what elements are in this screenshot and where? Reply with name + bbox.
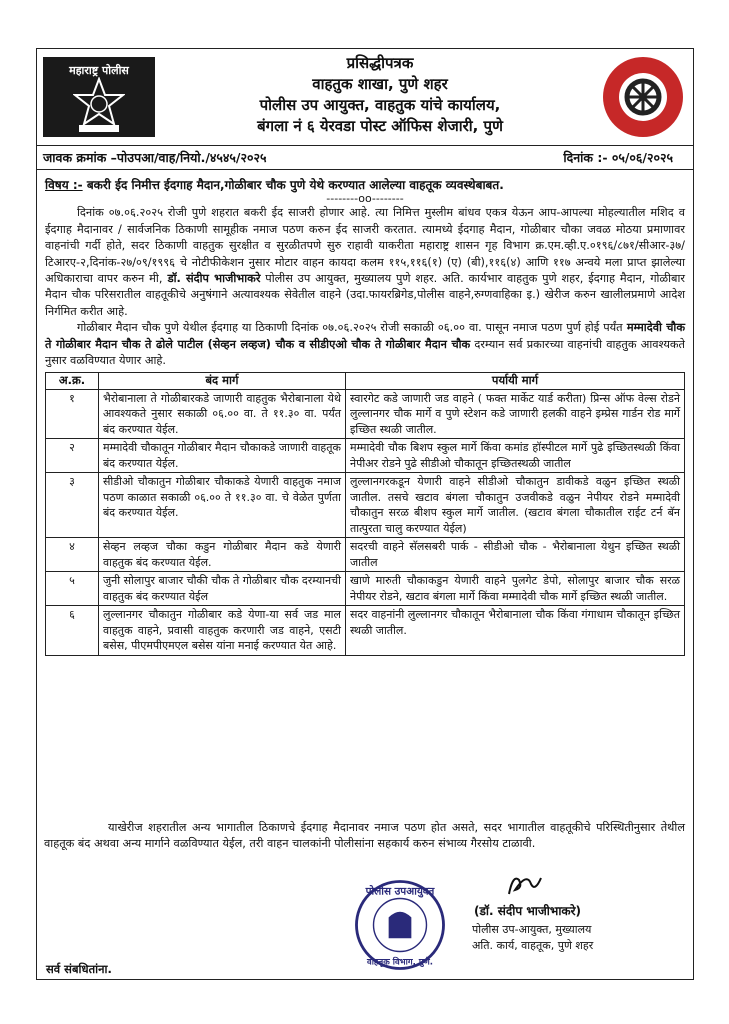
maharashtra-police-logo [43, 57, 155, 137]
document-body [45, 171, 685, 656]
table-row [46, 572, 685, 606]
letterhead [37, 49, 693, 146]
row-alternate: खाणे मारुती चौकाकडुन येणारी वाहने पुलगेट डेपो, सोलापुर बाजार चौक सरळ नेपीयर रोडने, खटाव बंगला मार्गे किंवा मम्मादेवी चौक मार्गे इच्छित स्थळी जातील. [346, 572, 685, 606]
row-alternate: लुल्लानगरकडून येणारी वाहने सीडीओ चौकातुन डावीकडे वळुन इच्छित स्थळी जातील. तसचे खटाव बंगला चौकातुन उजवीकडे वळुन नेपीयर रोडने मम्मादेवी चौकातुन सरळ बीशप स्कुल मार्गे जातील. (खटाव बंगला चौकातील राईट टर्न बॅन तात्पुरता चालु करण्यात येईल) [346, 473, 685, 538]
row-serial: ३ [46, 473, 99, 538]
table-row [46, 606, 685, 656]
pune-traffic-police-logo [601, 55, 685, 139]
row-closed: मम्मादेवी चौकातून गोळीबार मैदान चौकाकडे जाणारी वाहतूक बंद करण्यात येईल. [99, 439, 346, 473]
row-serial: ६ [46, 606, 99, 656]
stamp-bottom-text: वाहतूक विभाग, पुणे. [366, 957, 434, 968]
row-alternate: मम्मादेवी चौक बिशप स्कुल मार्गे किंवा कमांड हॉस्पीटल मार्गे पुढे इच्छितस्थळी किंवा नेपीअर रोडने पुढे सीडीओ चौकातून इच्छितस्थळी जातील [346, 439, 685, 473]
stamp-top-text: पोलीस उपआयुक्त [365, 885, 435, 898]
col-closed-route: बंद मार्ग [99, 373, 346, 390]
signature-mark [505, 870, 545, 898]
table-header-row [46, 373, 685, 390]
row-closed: जुनी सोलापुर बाजार चौकी चौक ते गोळीबार चौक दरम्यानची वाहतुक बंद करण्यात येईल [99, 572, 346, 606]
table-row [46, 439, 685, 473]
subject-line [45, 177, 685, 193]
route-table [45, 372, 685, 656]
subject-text: बकरी ईद निमीत्त ईदगाह मैदान,गोळीबार चौक पुणे येथे करण्यात आलेल्या वाहतूक व्यवस्थेबाबत. [82, 178, 504, 192]
closing-paragraph: याखेरीज शहरातील अन्य भागातील ठिकाणचे ईदगाह मैदानावर नमाज पठण होत असते, सदर भागातील वाहतूकीचे परिस्थितीनुसार तेथील वाहतूक बंद अथवा अन्य मार्गाने वळविण्यात येईल, तरी वाहन चालकांनी पोलीसांना सहकार्य करुन संभाव्य गैरसोय टाळावी. [44, 821, 685, 851]
document-date: दिनांक :- ०५/०६/२०२५ [563, 150, 673, 165]
header-line-2: वाहतुक शाखा, पुणे शहर [312, 75, 448, 93]
row-closed: भैरोबानाला ते गोळीबारकडे जाणारी वाहतुक भैरोबानाला येथे आवश्यकते नुसार सकाळी ०६.०० वा. ते ११.३० वा. पर्यंत बंद करण्यात येईल. [99, 389, 346, 439]
col-alternate-route: पर्यायी मार्ग [346, 373, 685, 390]
subject-label: विषय :- [45, 178, 83, 192]
row-serial: १ [46, 389, 99, 439]
header-line-4: बंगला नं ६ येरवडा पोस्ट ऑफिस शेजारी, पुणे [257, 117, 503, 135]
separator: --------oo-------- [326, 192, 404, 206]
table-row [46, 389, 685, 439]
paragraph-2-text: गोळीबार मैदान चौक पुणे येथील ईदगाह या ठिकाणी दिनांक ०७.०६.२०२५ रोजी सकाळी ०६.०० वा. पासून नमाज पठण पुर्ण होई पर्यंत [77, 321, 623, 335]
official-stamp [330, 870, 470, 980]
col-serial: अ.क्र. [46, 373, 99, 390]
distribution-note: सर्व संबधितांना. [46, 962, 112, 976]
row-alternate: सदर वाहनांनी लुल्लानगर चौकातून भैरोबानाला चौक किंवा गंगाधाम चौकातून इच्छित स्थळी जातील. [346, 606, 685, 656]
outward-number: जावक क्रमांक –पोउपआ/वाह/नियो./४५४५/२०२५ [43, 150, 267, 165]
row-closed: लुल्लानगर चौकातुन गोळीबार कडे येणा-या सर्व जड माल वाहतुक वाहने, प्रवासी वाहतुक करणारी जड वाहने, एसटी बसेस, पीएमपीएमएल बसेस यांना मनाई करण्यात येत आहे. [99, 606, 346, 656]
letterhead-text [167, 53, 593, 137]
row-serial: २ [46, 439, 99, 473]
paragraph-1-end: पोलीस उप आयुक्त, मुख्यालय पुणे शहर. अति. कार्यभार वाहतुक पुणे शहर, ईदगाह मैदान, गोळीबार मैदान चौक परिसरातील वाहतूकीचे अनुषंगाने अत्यावश्यक सेवेतील वाहने (उदा.फायरब्रिगेड,पोलीस वाहने,रुग्णवाहिका इ.) खेरीज करुन खालीलप्रमाणे आदेश निर्गमित करीत आहे. [45, 272, 685, 318]
row-alternate: स्वारगेट कडे जाणारी जड वाहने ( फक्त मार्केट यार्ड करीता) प्रिन्स ऑफ वेल्स रोडने लुल्लानगर चौक मार्गे व पुणे स्टेशन कडे जाणारी हलकी वाहने इम्प्रेस गार्डन रोड मार्गे इच्छित स्थळी जातील. [346, 389, 685, 439]
table-row [46, 473, 685, 538]
row-serial: ५ [46, 572, 99, 606]
police-star-icon [73, 77, 125, 133]
row-alternate: सदरची वाहने सॅलसबरी पार्क - सीडीओ चौक - भैरोबानाला येथुन इच्छित स्थळी जातील [346, 538, 685, 572]
paragraph-1 [45, 205, 685, 320]
paragraph-2 [45, 320, 685, 369]
row-closed: सीडीओ चौकातुन गोळीबार चौकाकडे येणारी वाहतुक नमाज पठण काळात सकाळी ०६.०० ते ११.३० वा. चे वेळेत पुर्णता बंद करण्यात येईल. [99, 473, 346, 538]
signatory-name: (डॉ. संदीप भाजीभाकरे) [474, 904, 582, 918]
reference-row [37, 145, 693, 170]
header-line-1: प्रसिद्धीपत्रक [346, 54, 414, 72]
row-closed: सेव्हन लव्हज चौका कडुन गोळीबार मैदान कडे येणारी वाहतुक बंद करण्यात येईल. [99, 538, 346, 572]
designation-line-2: अति. कार्य, वाहतूक, पुणे शहर [472, 939, 594, 952]
header-line-3: पोलीस उप आयुक्त, वाहतुक यांचे कार्यालय, [259, 96, 501, 114]
signatory-designation [472, 922, 593, 954]
designation-line-1: पोलीस उप-आयुक्त, मुख्यालय [472, 923, 592, 936]
paragraph-2-end: दरम्यान सर्व प्रकारच्या वाहनांची वाहतुक आवश्यकते नुसार वळविण्यात येणार आहे. [45, 337, 685, 368]
paragraph-1-text: दिनांक ०७.०६.२०२५ रोजी पुणे शहरात बकरी ईद साजरी होणार आहे. त्या निमित्त मुस्लीम बांधव एकत्र येऊन आप-आपल्या मोहल्यातील मशिद व ईदगाह मैदानावर / सार्वजनिक ठिकाणी सामूहीक नमाज पठण करुन ईद साजरी करतात. त्यामध्ये ईदगाह मैदान, गोळीबार चौका जवळ मोठया प्रमाणावर वाहनांची गर्दी होते, सदर ठिकाणी वाहतुक सुरक्षीत व सुरळीतपणे सुरु राहावी याकरीता महाराष्ट्र शासन गृह विभाग क्र.एम.व्ही.ए.०१९६/८७१/सीआर-३७/टिआरए-२,दिनांक-२७/०९/१९९६ चे नोटीफीकेशन नुसार मोटार वाहन कायदा कलम ११५,११६(१) (ए) (बी),११६(४) आणि ११७ अन्वये मला प्राप्त झालेल्या अधिकाराचा वापर करुन मी, [45, 206, 685, 286]
paragraph-2-route: मम्मादेवी चौक ते गोळीबार मैदान चौक ते ढोले पाटील (सेव्हन लव्हज) चौक व सीडीएओ चौक ते गोळीबार मैदान चौक [45, 321, 686, 351]
table-row [46, 538, 685, 572]
officer-name: डॉ. संदीप भाजीभाकरे [162, 272, 261, 286]
row-serial: ४ [46, 538, 99, 572]
logo-left-title: महाराष्ट्र पोलीस [69, 64, 129, 77]
